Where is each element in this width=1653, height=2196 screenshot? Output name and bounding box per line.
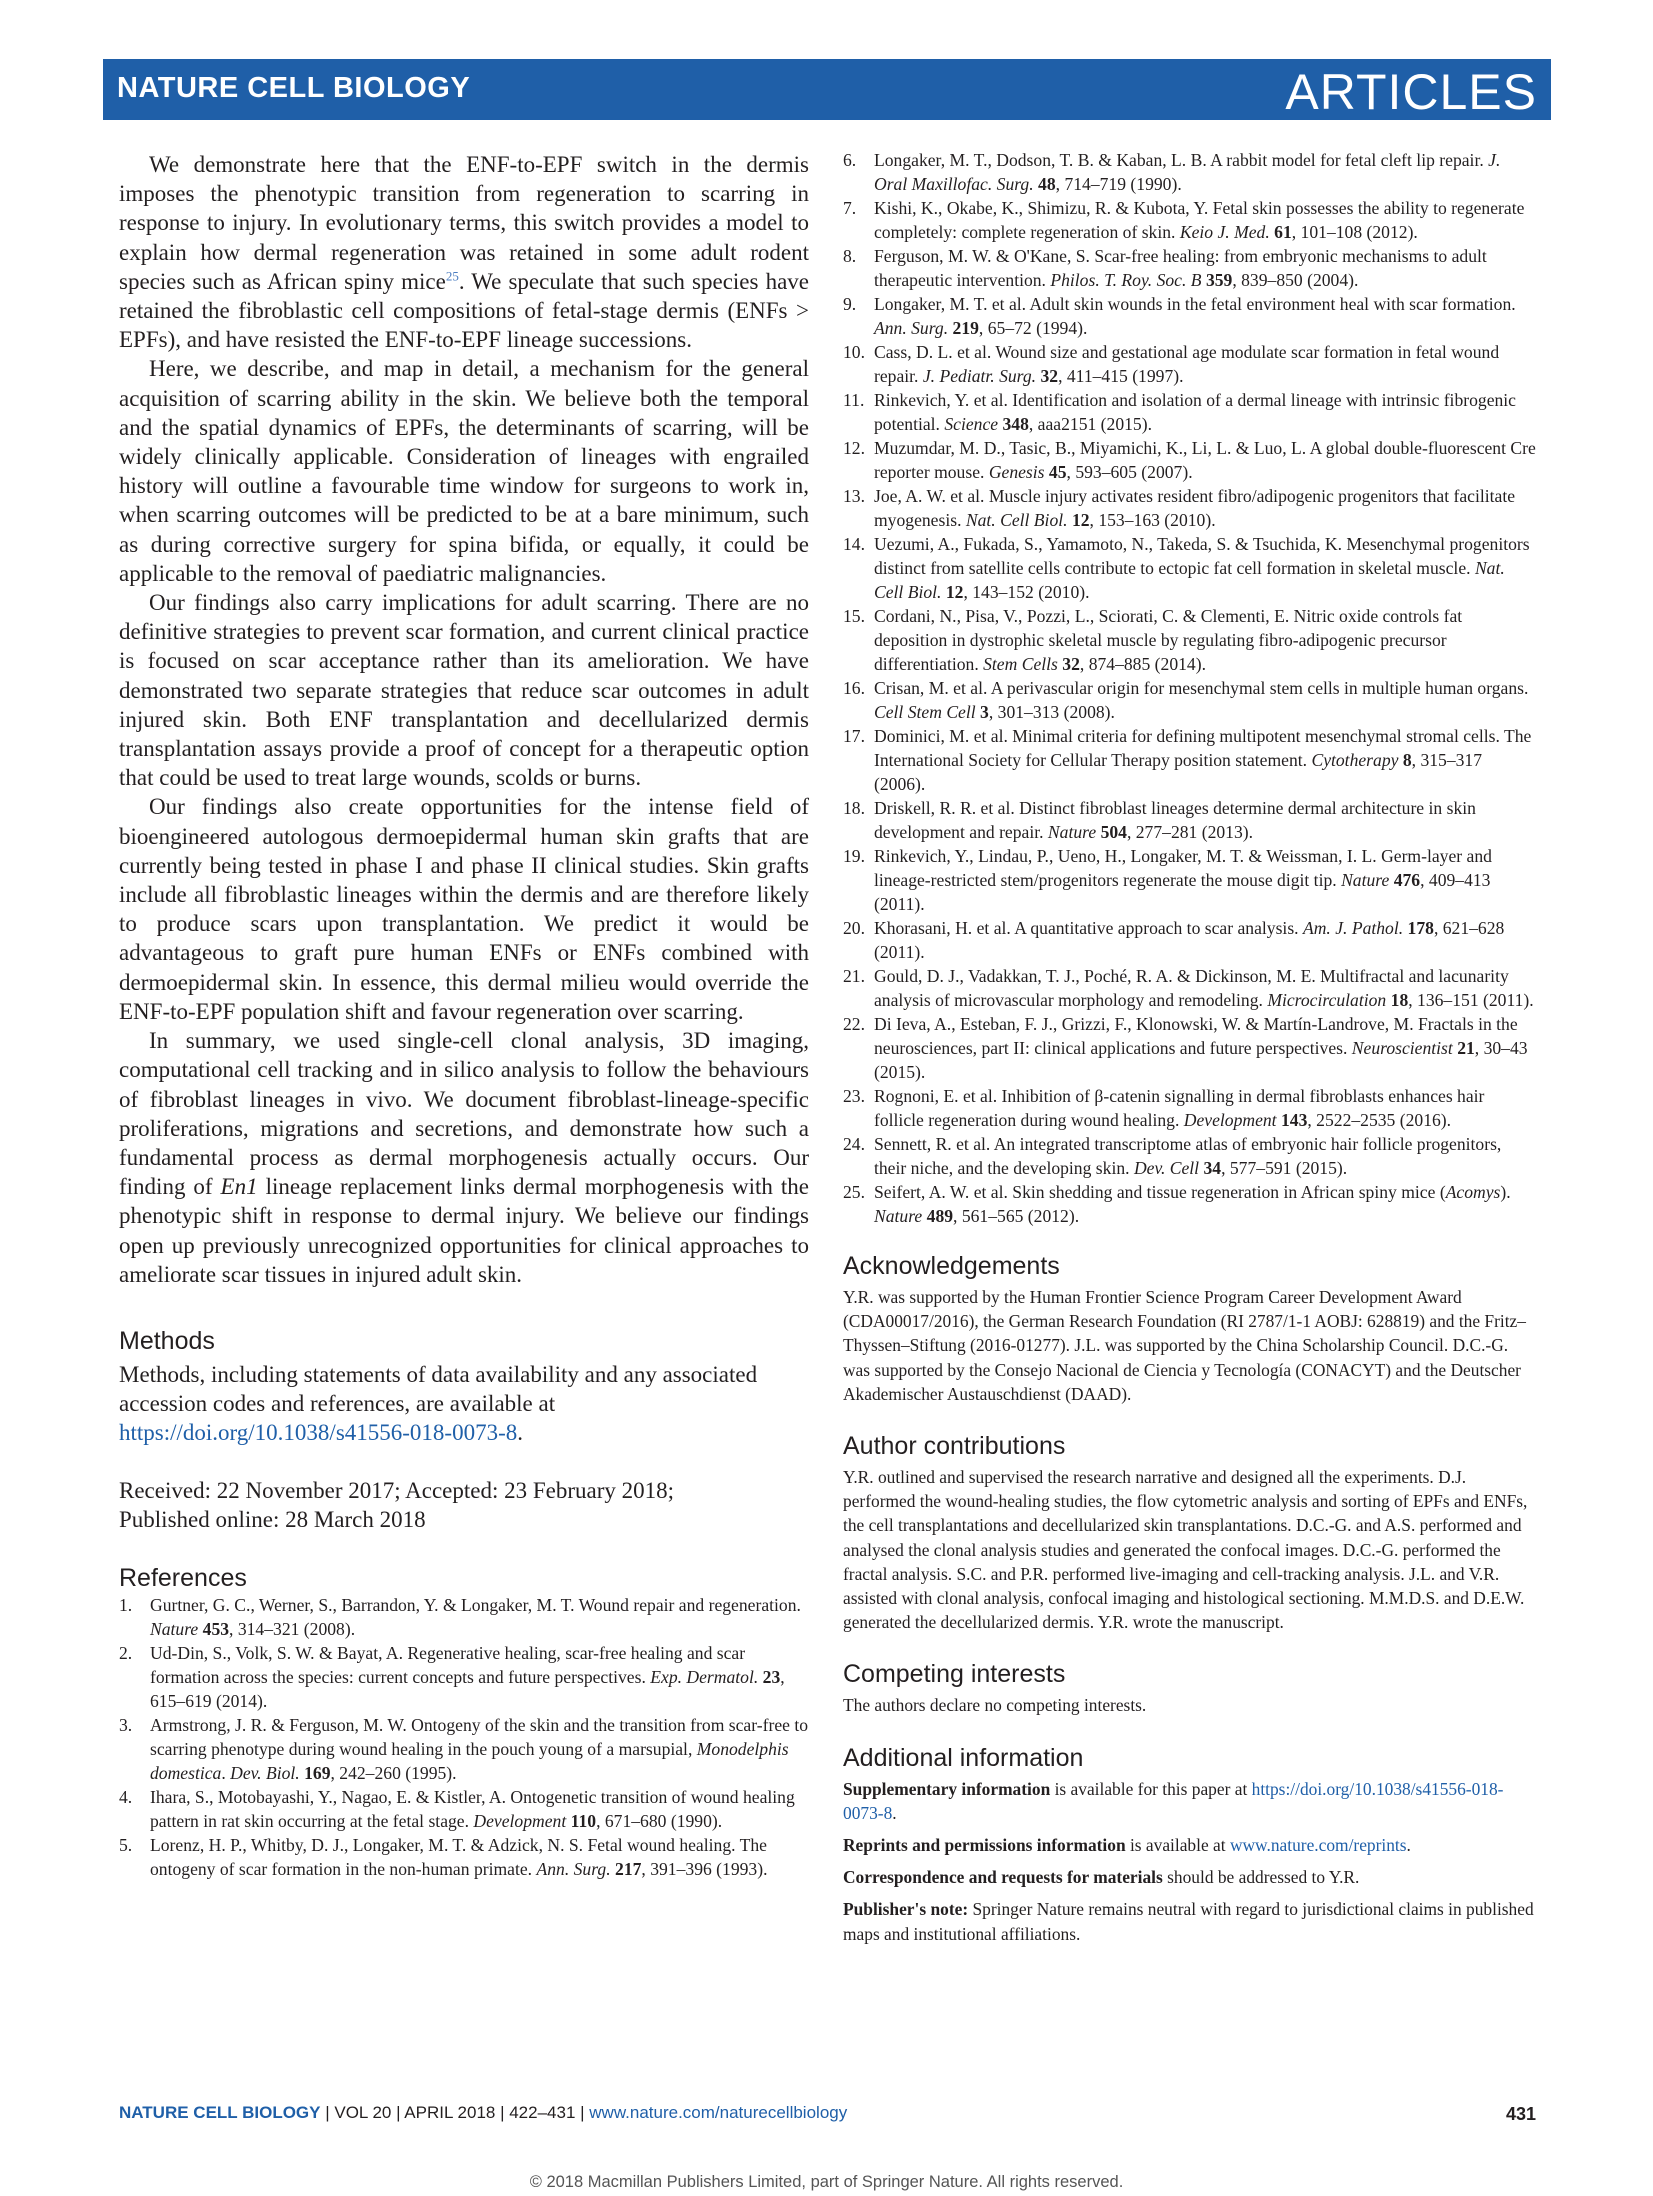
reference-item [843, 292, 1536, 340]
reference-journal: Neuroscientist [1351, 1038, 1453, 1058]
reference-volume: 219 [952, 318, 979, 338]
reference-item [843, 796, 1536, 844]
references-list-right [843, 148, 1536, 1228]
reference-volume: 21 [1457, 1038, 1475, 1058]
reference-number: 4. [119, 1786, 133, 1807]
reference-number: 3. [119, 1714, 133, 1735]
reference-volume: 489 [926, 1206, 954, 1226]
methods-text [119, 1360, 809, 1448]
reference-pages: , 136–151 (2011). [1408, 990, 1534, 1010]
reference-volume: 34 [1203, 1158, 1222, 1178]
reprints-link[interactable]: www.nature.com/reprints [1229, 1835, 1407, 1856]
footer-journal: NATURE CELL BIOLOGY [119, 2103, 321, 2122]
reference-journal: Cell Stem Cell [874, 702, 976, 722]
paragraph-text: . We speculate that such species have retained the fibroblastic cell compositions of fetal-stage dermis (ENFs > EPFs), and have resisted the ENF-to-EPF lineage successions. [119, 268, 809, 353]
reprints-info [843, 1833, 1536, 1857]
acknowledgements-heading: Acknowledgements [843, 1252, 1060, 1280]
reference-text: Muzumdar, M. D., Tasic, B., Miyamichi, K., Li, L. & Luo, L. A global double-fluorescent Cre reporter mouse. [874, 438, 1536, 482]
reference-item [843, 244, 1536, 292]
reference-item [843, 1180, 1536, 1228]
section-label: ARTICLES [1285, 64, 1537, 120]
reference-pages: , 671–680 (1990). [596, 1810, 723, 1831]
reference-item [843, 1132, 1536, 1180]
body-paragraph [119, 150, 809, 354]
supplementary-end: . [892, 1802, 897, 1823]
gene-name: En1 [220, 1174, 258, 1200]
reference-journal: Exp. Dermatol. [650, 1666, 759, 1687]
reference-text: Gurtner, G. C., Werner, S., Barrandon, Y. & Longaker, M. T. Wound repair and regeneration. [150, 1594, 801, 1615]
supplementary-text: is available for this paper at [1050, 1778, 1252, 1799]
reference-pages: , 2522–2535 (2016). [1307, 1110, 1452, 1130]
reference-pages: , 615–619 (2014). [150, 1666, 785, 1711]
reference-text: Rognoni, E. et al. Inhibition of β-catenin signalling in dermal fibroblasts enhances hair follicle regeneration during wound healing. [874, 1086, 1485, 1130]
publisher-note-label: Publisher's note: [843, 1899, 969, 1920]
reference-pages: , 101–108 (2012). [1291, 222, 1418, 242]
reference-number: 23. [843, 1086, 865, 1106]
reference-text: Khorasani, H. et al. A quantitative approach to scar analysis. [874, 918, 1303, 938]
reference-journal: Nature [1047, 822, 1097, 842]
reference-pages: , 874–885 (2014). [1079, 654, 1206, 674]
acknowledgements-text: Y.R. was supported by the Human Frontier Science Program Career Development Award (CDA00017/2016), the German Research Foundation (RI 2787/1-1 AOBJ: 628819) and the Fritz–Thyssen–Stiftung (2016-01277). J.L. was supported by the China Scholarship Council. D.C.-G. was supported by the Consejo Nacional de Ciencia y Tecnología (CONACYT) and the Deutscher Akademischer Austauschdienst (DAAD). [843, 1287, 1526, 1404]
reference-volume: 359 [1205, 270, 1233, 290]
reference-journal: Dev. Biol. [230, 1762, 300, 1783]
body-paragraph [119, 1026, 809, 1289]
reference-item [843, 844, 1536, 916]
reference-journal: Ann. Surg. [874, 318, 949, 338]
reference-item [843, 1084, 1536, 1132]
reference-volume: 8 [1402, 750, 1412, 770]
reference-number: 10. [843, 342, 865, 362]
reference-pages: , 301–313 (2008). [988, 702, 1115, 722]
reference-item [843, 196, 1536, 244]
citation-superscript[interactable]: 25 [445, 268, 459, 284]
reference-pages: , 409–413 (2011). [874, 870, 1491, 914]
reference-volume: 110 [570, 1810, 597, 1831]
reference-journal: Nature [874, 1206, 923, 1226]
reference-item [843, 436, 1536, 484]
paragraph-text: In summary, we used single-cell clonal analysis, 3D imaging, computational cell tracking and in silico analysis to follow the behaviours of fibroblast lineages in vivo. We document fibroblast-lineage-specific proliferations, migrations and secretions, and demonstrate how such a fundamental process as dermal morphogenesis actually occurs. Our finding of [119, 1028, 809, 1200]
supplementary-label: Supplementary information [843, 1778, 1051, 1799]
reference-volume: 32 [1062, 654, 1080, 674]
reference-item [843, 676, 1536, 724]
received-date: Received: 22 November 2017; Accepted: 23 February 2018; [119, 1477, 675, 1503]
reference-journal: Am. J. Pathol. [1302, 918, 1404, 938]
reference-text: Uezumi, A., Fukada, S., Yamamoto, N., Takeda, S. & Tsuchida, K. Mesenchymal progenitors distinct from satellite cells contribute to ectopic fat cell formation in skeletal muscle. [874, 534, 1530, 578]
reference-volume: 504 [1100, 822, 1127, 842]
reference-number: 22. [843, 1014, 865, 1034]
reference-text: Lorenz, H. P., Whitby, D. J., Longaker, M. T. & Adzick, N. S. Fetal wound healing. The ontogeny of scar formation in the non-human primate. [150, 1834, 767, 1879]
reference-pages: , 411–415 (1997). [1058, 366, 1184, 386]
reference-item [843, 388, 1536, 436]
reference-journal: Microcirculation [1267, 990, 1387, 1010]
competing-interests-text: The authors declare no competing interests. [843, 1695, 1147, 1716]
reference-italic: Monodelphis domestica [150, 1738, 789, 1783]
reference-journal: J. Pediatr. Surg. [922, 366, 1037, 386]
correspondence-info [843, 1865, 1536, 1889]
supplementary-link[interactable]: https://doi.org/10.1038/s41556-018-0073-8 [843, 1778, 1504, 1823]
reference-text: Kishi, K., Okabe, K., Shimizu, R. & Kubota, Y. Fetal skin possesses the ability to regenerate completely: complete regeneration of skin. [874, 198, 1525, 242]
reference-journal: Cytotherapy [1311, 750, 1399, 770]
reference-text: Gould, D. J., Vadakkan, T. J., Poché, R. A. & Dickinson, M. E. Multifractal and lacunarity analysis of microvascular morphology and remodeling. [874, 966, 1509, 1010]
reference-journal: Stem Cells [983, 654, 1058, 674]
reference-number: 24. [843, 1134, 865, 1154]
reference-volume: 476 [1393, 870, 1421, 890]
reference-volume: 169 [304, 1762, 331, 1783]
reference-pages: , aaa2151 (2015). [1028, 414, 1152, 434]
publisher-note [843, 1897, 1536, 1945]
reference-journal: Ann. Surg. [536, 1858, 611, 1879]
reference-text: Ihara, S., Motobayashi, Y., Nagao, E. & Kistler, A. Ontogenetic transition of wound healing pattern in rat skin occurring at the fetal stage. [150, 1786, 795, 1831]
reference-item [843, 484, 1536, 532]
reference-number: 15. [843, 606, 865, 626]
reference-text: Cass, D. L. et al. Wound size and gestational age modulate scar formation in fetal wound repair. [874, 342, 1500, 386]
journal-banner [103, 59, 1551, 120]
reference-text: Ferguson, M. W. & O'Kane, S. Scar-free healing: from embryonic mechanisms to adult therapeutic intervention. [874, 246, 1487, 290]
reference-pages: , 242–260 (1995). [330, 1762, 457, 1783]
reference-pages: , 593–605 (2007). [1066, 462, 1193, 482]
page-number: 431 [1505, 2104, 1536, 2124]
reference-number: 17. [843, 726, 865, 746]
reference-pages: , 65–72 (1994). [978, 318, 1088, 338]
reference-text: ). [1500, 1182, 1511, 1202]
reference-item [119, 1833, 809, 1881]
reference-journal: Nature [1341, 870, 1390, 890]
reference-item [843, 604, 1536, 676]
reference-text: Sennett, R. et al. An integrated transcriptome atlas of embryonic hair follicle progenitors, their niche, and the developing skin. [874, 1134, 1502, 1178]
reference-number: 16. [843, 678, 865, 698]
reference-pages: , 315–317 (2006). [874, 750, 1483, 794]
reference-text: Longaker, M. T., Dodson, T. B. & Kaban, L. B. A rabbit model for fetal cleft lip repair. [874, 150, 1489, 170]
reference-volume: 18 [1390, 990, 1409, 1010]
reference-volume: 12 [945, 582, 964, 602]
reference-item [843, 724, 1536, 796]
reference-pages: , 714–719 (1990). [1055, 174, 1182, 194]
page-footer [119, 2103, 847, 2123]
reference-item [843, 148, 1536, 196]
reference-item [119, 1593, 809, 1641]
reference-text: . [221, 1762, 231, 1783]
copyright-notice: © 2018 Macmillan Publishers Limited, part of Springer Nature. All rights reserved. [529, 2173, 1124, 2191]
reference-number: 19. [843, 846, 865, 866]
reference-volume: 178 [1407, 918, 1434, 938]
paragraph-text: We demonstrate here that the ENF-to-EPF switch in the dermis imposes the phenotypic transition from regeneration to scarring in response to injury. In evolutionary terms, this switch provides a model to explain how dermal regeneration was retained in some adult rodent species such as African spiny mice [119, 152, 809, 294]
reference-number: 14. [843, 534, 865, 554]
methods-end: . [517, 1420, 523, 1446]
reference-number: 25. [843, 1182, 865, 1202]
correspondence-label: Correspondence and requests for materials [843, 1867, 1163, 1888]
methods-heading: Methods [119, 1326, 215, 1355]
reference-italic: Acomys [1445, 1182, 1501, 1202]
reference-volume: 143 [1280, 1110, 1308, 1130]
right-column [843, 148, 1536, 1946]
reprints-text: is available at [1125, 1835, 1230, 1856]
reference-volume: 61 [1274, 222, 1292, 242]
references-list-left [119, 1593, 809, 1881]
reference-volume: 3 [980, 702, 989, 722]
body-paragraph: Our findings also create opportunities for the intense field of bioengineered autologous dermoepidermal human skin grafts that are currently being tested in phase I and phase II clinical studies. Skin grafts include all fibroblastic lineages within the dermis and are therefore likely to produce scars upon transplantation. We predict it would be advantageous to graft pure human ENFs or ENFs combined with dermoepidermal skin. In essence, this dermal milieu would override the ENF-to-EPF population shift and favour regeneration over scarring. [119, 794, 809, 1024]
reference-number: 8. [843, 246, 857, 266]
reprints-end: . [1406, 1835, 1411, 1856]
references-heading: References [119, 1563, 247, 1592]
reference-journal: Science [944, 414, 999, 434]
reference-pages: , 153–163 (2010). [1089, 510, 1216, 530]
reference-pages: , 314–321 (2008). [229, 1618, 356, 1639]
reference-item [119, 1713, 809, 1785]
reference-text: Longaker, M. T. et al. Adult skin wounds in the fetal environment heal with scar formation. [874, 294, 1516, 314]
reference-item [843, 916, 1536, 964]
reference-pages: , 577–591 (2015). [1221, 1158, 1348, 1178]
reference-number: 20. [843, 918, 865, 938]
reference-text: Di Ieva, A., Esteban, F. J., Grizzi, F., Klonowski, W. & Martín-Landrove, M. Fractals in the neurosciences, part II: clinical applications and future perspectives. [874, 1014, 1518, 1058]
reference-volume: 217 [615, 1858, 642, 1879]
reference-journal: Keio J. Med. [1179, 222, 1270, 242]
footer-details: | VOL 20 | APRIL 2018 | 422–431 | [320, 2103, 590, 2122]
paragraph-text: lineage replacement links dermal morphogenesis with the phenotypic shift in response to dermal injury. We believe our findings open up previously unrecognized opportunities for clinical approaches to ameliorate scar tissues in injured adult skin. [119, 1174, 809, 1287]
reference-text: Seifert, A. W. et al. Skin shedding and tissue regeneration in African spiny mice ( [874, 1182, 1446, 1202]
reference-number: 1. [119, 1594, 133, 1615]
reference-pages: , 30–43 (2015). [874, 1038, 1528, 1082]
reference-number: 18. [843, 798, 865, 818]
reference-number: 6. [843, 150, 857, 170]
reference-journal: J. Oral Maxillofac. Surg. [874, 150, 1501, 194]
reference-text: Driskell, R. R. et al. Distinct fibroblast lineages determine dermal architecture in skin development and repair. [874, 798, 1476, 842]
reference-volume: 45 [1048, 462, 1067, 482]
reference-number: 21. [843, 966, 865, 986]
publisher-note-text: Springer Nature remains neutral with regard to jurisdictional claims in published maps and institutional affiliations. [843, 1899, 1534, 1944]
correspondence-text: should be addressed to Y.R. [1162, 1867, 1360, 1888]
article-dates [119, 1476, 809, 1534]
reference-number: 2. [119, 1642, 133, 1663]
reference-number: 7. [843, 198, 857, 218]
reference-pages: , 621–628 (2011). [874, 918, 1505, 962]
reference-volume: 453 [202, 1618, 230, 1639]
body-paragraph: Our findings also carry implications for adult scarring. There are no definitive strategies to prevent scar formation, and current clinical practice is focused on scar acceptance rather than its amelioration. We have demonstrated two separate strategies that reduce scar outcomes in adult injured skin. Both ENF transplantation and decellularized dermis transplantation assays provide a proof of concept for a therapeutic option that could be used to treat large wounds, scolds or burns. [119, 590, 809, 791]
reference-number: 11. [843, 390, 865, 410]
reference-volume: 23 [762, 1666, 781, 1687]
reference-volume: 12 [1071, 510, 1090, 530]
reference-text: Armstrong, J. R. & Ferguson, M. W. Ontogeny of the skin and the transition from scar-free to scarring phenotype during wound healing in the pouch young of a marsupial, [150, 1714, 809, 1759]
reference-pages: , 143–152 (2010). [963, 582, 1090, 602]
reference-text: Cordani, N., Pisa, V., Pozzi, L., Sciorati, C. & Clementi, E. Nitric oxide controls fat deposition in dystrophic skeletal muscle by regulating fibro-adipogenic precursor differentiation. [874, 606, 1463, 674]
reference-text: Rinkevich, Y. et al. Identification and isolation of a dermal lineage with intrinsic fibrogenic potential. [874, 390, 1516, 434]
reference-item [119, 1785, 809, 1833]
reference-volume: 32 [1040, 366, 1059, 386]
author-contributions-heading: Author contributions [843, 1432, 1066, 1461]
additional-information-heading: Additional information [843, 1743, 1084, 1772]
reference-number: 12. [843, 438, 865, 458]
reference-number: 9. [843, 294, 857, 314]
reference-journal: Genesis [988, 462, 1045, 482]
methods-body: Methods, including statements of data availability and any associated accession codes and references, are available at [119, 1361, 758, 1417]
reprints-label: Reprints and permissions information [843, 1835, 1126, 1856]
body-paragraph: Here, we describe, and map in detail, a mechanism for the general acquisition of scarring ability in the skin. We believe both the temporal and the spatial dynamics of EPFs, the determinants of scarring, will be widely clinically applicable. Consideration of lineages with engrailed history will outline a favourable time window for surgeons to work in, when scarring outcomes will be predicted to be at a bare minimum, such as during corrective surgery for spina bifida, or equally, it could be applicable to the removal of paediatric malignancies. [119, 356, 809, 586]
journal-name: NATURE CELL BIOLOGY [117, 72, 471, 104]
footer-link[interactable]: www.nature.com/naturecellbiology [589, 2103, 848, 2122]
reference-text: Rinkevich, Y., Lindau, P., Ueno, H., Longaker, M. T. & Weissman, I. L. Germ-layer and lineage-restricted stem/progenitors regenerate the mouse digit tip. [874, 846, 1492, 890]
reference-text: Crisan, M. et al. A perivascular origin for mesenchymal stem cells in multiple human organs. [874, 678, 1529, 698]
published-date: Published online: 28 March 2018 [119, 1506, 426, 1532]
reference-pages: , 391–396 (1993). [641, 1858, 768, 1879]
reference-pages: , 561–565 (2012). [953, 1206, 1080, 1226]
reference-number: 5. [119, 1834, 133, 1855]
supplementary-info [843, 1777, 1536, 1825]
reference-journal: Development [473, 1810, 567, 1831]
reference-journal: Nat. Cell Biol. [874, 558, 1505, 602]
competing-interests-heading: Competing interests [843, 1660, 1066, 1689]
reference-journal: Nat. Cell Biol. [965, 510, 1068, 530]
author-contributions-text: Y.R. outlined and supervised the research narrative and designed all the experiments. D.J. performed the wound-healing studies, the flow cytometric analysis and sorting of EPFs and ENFs, the cell transplantations and decellularized skin transplantations. D.C.-G. and A.S. performed and analysed the clonal analysis studies and generated the confocal images. D.C.-G. performed the fractal analysis. S.C. and P.R. performed live-imaging and cell-tracking analysis. J.L. and V.R. assisted with clonal analysis, confocal imaging and histological sectioning. M.M.D.S. and D.E.W. generated the decellularized dermis. Y.R. wrote the manuscript. [843, 1467, 1528, 1633]
methods-doi-link[interactable]: https://doi.org/10.1038/s41556-018-0073-8 [119, 1420, 518, 1446]
reference-journal: Nature [150, 1618, 199, 1639]
reference-text: Dominici, M. et al. Minimal criteria for defining multipotent mesenchymal stromal cells. The International Society for Cellular Therapy position statement. [874, 726, 1532, 770]
left-column [119, 150, 809, 1881]
reference-journal: Development [1183, 1110, 1277, 1130]
reference-pages: , 839–850 (2004). [1232, 270, 1359, 290]
reference-volume: 48 [1038, 174, 1056, 194]
reference-item [843, 340, 1536, 388]
reference-item [843, 1012, 1536, 1084]
reference-volume: 348 [1002, 414, 1029, 434]
reference-journal: Dev. Cell [1133, 1158, 1200, 1178]
reference-text: Joe, A. W. et al. Muscle injury activates resident fibro/adipogenic progenitors that facilitate myogenesis. [874, 486, 1516, 530]
reference-item [843, 532, 1536, 604]
reference-text: Ud-Din, S., Volk, S. W. & Bayat, A. Regenerative healing, scar-free healing and scar formation across the species: current concepts and future perspectives. [150, 1642, 746, 1687]
reference-pages: , 277–281 (2013). [1126, 822, 1254, 842]
reference-number: 13. [843, 486, 865, 506]
reference-journal: Philos. T. Roy. Soc. B [1050, 270, 1202, 290]
reference-item [119, 1641, 809, 1713]
reference-item [843, 964, 1536, 1012]
